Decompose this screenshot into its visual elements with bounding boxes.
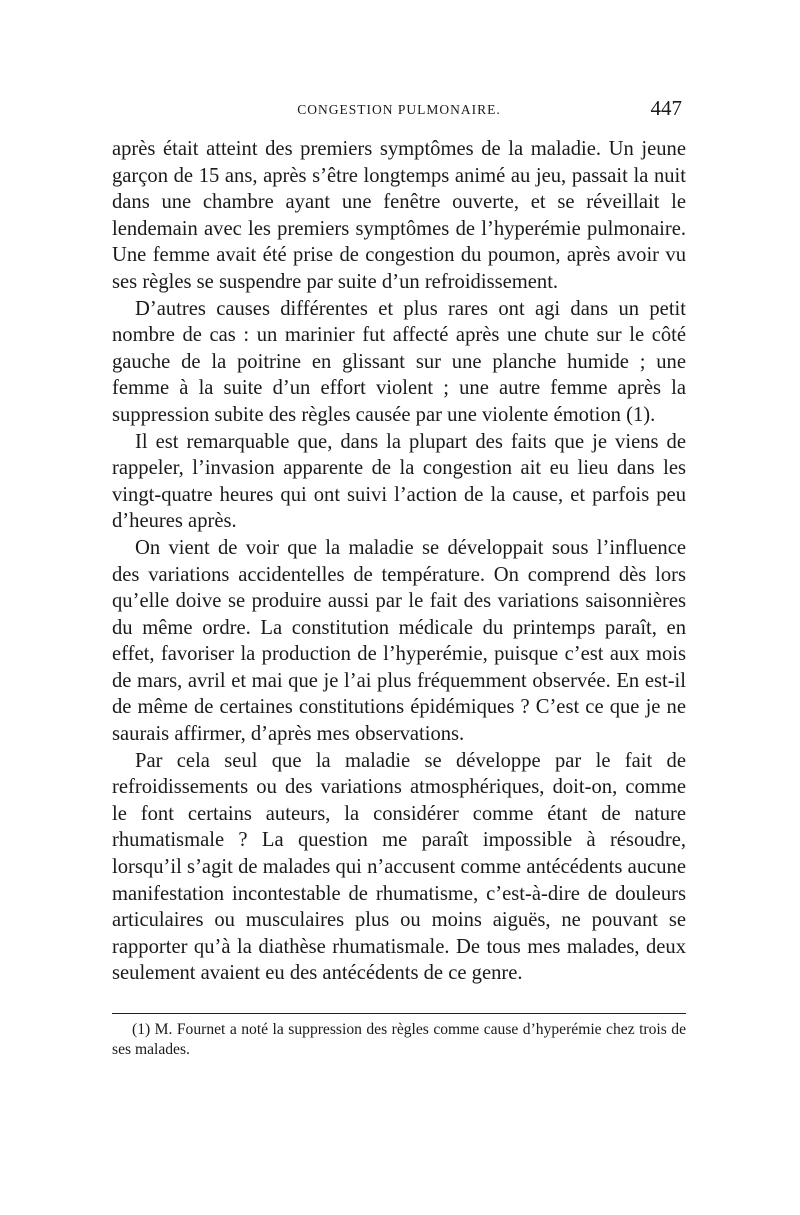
page-number: 447 [650, 96, 682, 120]
running-head [112, 96, 686, 126]
paragraph-invasion-timing: Il est remarquable que, dans la plupart des faits que je viens de rappeler, l’invasion apparente de la congestion ait eu lieu dans les vingt-quatre heures qui ont suivi l’action de la cause, et parfois peu d’heures après. [112, 430, 686, 533]
paragraph-continuation: après était atteint des premiers symptômes de la maladie. Un jeune garçon de 15 ans, après s’être longtemps animé au jeu, passait la nuit dans une chambre ayant une fenêtre ouverte, et se réveillait le lendemain avec les premiers symptômes de l’hyperémie pulmonaire. Une femme avait été prise de congestion du poumon, après avoir vu ses règles se suspendre par suite d’un refroidissement. [112, 138, 686, 293]
footnote: (1) M. Fournet a noté la suppression des règles comme cause d’hyperémie chez trois de ses malades. [112, 1021, 686, 1058]
paragraph-rheumatic-nature: Par cela seul que la maladie se développe par le fait de refroidissements ou des variations atmosphériques, doit-on, comme le font certains auteurs, la considérer comme étant de nature rhumatismale ? La question me paraît impossible à résoudre, lorsqu’il s’agit de malades qui n’accusent comme antécédents aucune manifestation incontestable de rhumatisme, c’est-à-dire de douleurs articulaires ou musculaires plus ou moins aiguës, ne pouvant se rapporter qu’à la diathèse rhumatismale. De tous mes malades, deux seulement avaient eu des antécédents de ce genre. [112, 749, 686, 985]
running-title: CONGESTION PULMONAIRE. [297, 102, 501, 117]
body-text [112, 136, 686, 987]
paragraph-seasonal-variations: On vient de voir que la maladie se développait sous l’influence des variations accidentelles de température. On comprend dès lors qu’elle doive se produire aussi par le fait des variations saisonnières du même ordre. La constitution médicale du printemps paraît, en effet, favoriser la production de l’hyperémie, puisque c’est aux mois de mars, avril et mai que je l’ai plus fréquemment observée. En est-il de même de certaines constitutions épidémiques ? C’est ce que je ne saurais affirmer, d’après mes observations. [112, 536, 686, 746]
footnote-divider [112, 1013, 686, 1014]
paragraph-other-causes: D’autres causes différentes et plus rares ont agi dans un petit nombre de cas : un marinier fut affecté après une chute sur le côté gauche de la poitrine en glissant sur une planche humide ; une femme à la suite d’un effort violent ; une autre femme après la suppression subite des règles causée par une violente émotion (1). [112, 297, 686, 426]
book-page [112, 96, 686, 1060]
